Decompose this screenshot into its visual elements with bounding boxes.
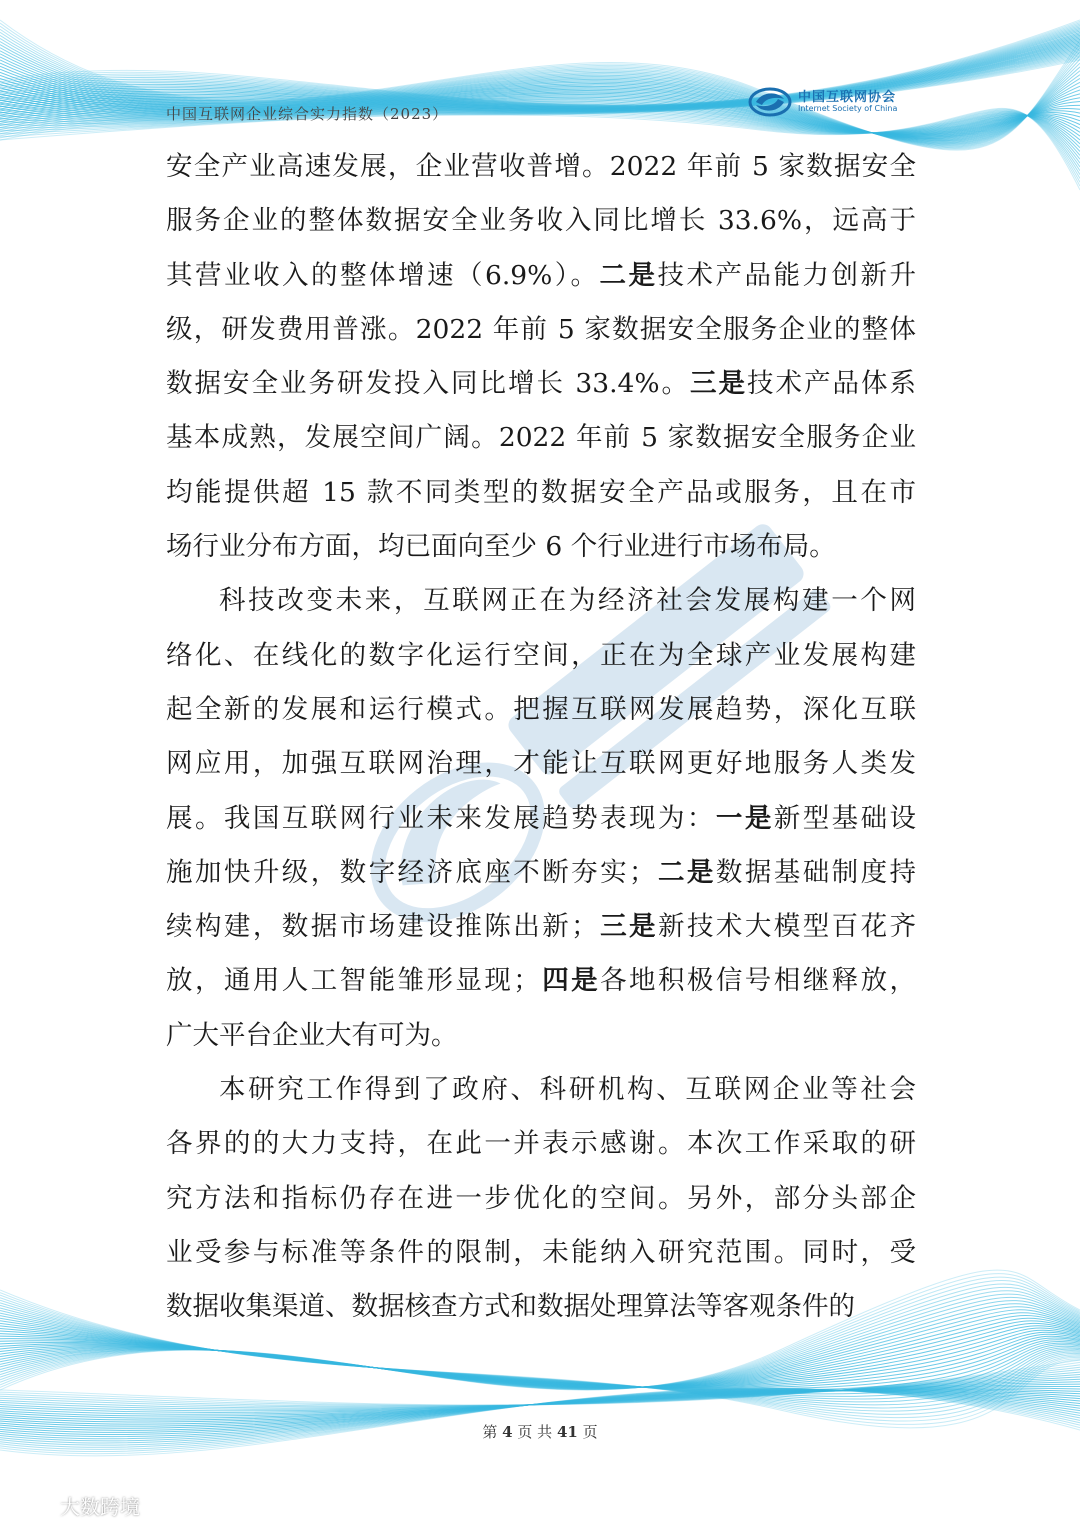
text-segment: 各地积极信号相继释放，: [600, 965, 917, 997]
wave-line: [0, 20, 1080, 105]
emphasis-marker: 三是: [597, 911, 658, 943]
wave-line: [0, 66, 1080, 138]
wave-line: [0, 1367, 1080, 1406]
wave-line: [0, 56, 1080, 134]
text-segment: 场行业分布方面，均已面向至少 6 个行业进行市场布局。: [166, 531, 836, 563]
wave-line: [0, 91, 1080, 135]
wave-line: [0, 1331, 1080, 1388]
text-segment: 本研究工作得到了政府、科研机构、互联网企业等社会: [219, 1074, 916, 1106]
wave-line: [0, 50, 1080, 125]
wave-line: [0, 60, 1080, 140]
wave-line: [0, 100, 1080, 144]
body-line: [166, 1009, 916, 1063]
wave-line: [0, 78, 1080, 136]
corner-brand-name: 大数跨境: [60, 1495, 140, 1519]
body-line: [166, 194, 916, 248]
wave-line: [0, 20, 1080, 150]
body-line: [166, 1117, 916, 1171]
wave-line: [0, 42, 1080, 145]
text-segment: 业受参与标准等条件的限制，未能纳入研究范围。同时，受: [166, 1236, 916, 1268]
wave-line: [0, 23, 1080, 106]
text-segment: 展。我国互联网行业未来发展趋势表现为：: [166, 802, 716, 834]
text-segment: 基本成熟，发展空间广阔。2022 年前 5 家数据安全服务企业: [166, 422, 916, 454]
text-segment: 续构建，数据市场建设推陈出新；: [166, 911, 598, 943]
body-line: [166, 846, 916, 900]
wave-line: [0, 28, 1080, 106]
wave-line: [0, 21, 1080, 105]
wave-line: [0, 1326, 1080, 1387]
wave-line: [0, 1389, 1080, 1422]
body-line: [166, 683, 916, 737]
wave-line: [0, 94, 1080, 134]
document-body: [166, 140, 916, 1335]
body-line: [166, 792, 916, 846]
wave-line: [0, 37, 1080, 109]
text-segment: 究方法和指标仍存在进一步优化的空间。另外，部分头部企: [166, 1182, 916, 1214]
body-line: [166, 357, 916, 411]
wave-line: [0, 1365, 1080, 1406]
wave-line: [0, 1382, 1080, 1415]
wave-line: [0, 57, 1080, 136]
wave-line: [0, 51, 1080, 142]
body-line: [166, 1226, 916, 1280]
wave-line: [0, 26, 1080, 107]
wave-line: [0, 1370, 1080, 1407]
wave-line: [0, 46, 1080, 119]
wave-line: [0, 1330, 1080, 1387]
text-segment: 络化、在线化的数字化运行空间，正在为全球产业发展构建: [166, 639, 916, 671]
text-segment: 安全产业高速发展，企业营收普增。2022 年前 5 家数据安全: [166, 151, 916, 182]
brand-logo-icon: [8, 1494, 54, 1518]
wave-line: [0, 69, 1080, 138]
wave-line: [0, 24, 1080, 106]
wave-line: [0, 38, 1080, 109]
wave-line: [0, 85, 1080, 136]
wave-line: [0, 39, 1080, 109]
body-line: [166, 629, 916, 683]
wave-line: [0, 75, 1080, 136]
footer-prefix: 第: [482, 1423, 498, 1441]
wave-line: [0, 1360, 1080, 1405]
body-line: [166, 140, 916, 194]
emphasis-marker: 二是: [599, 259, 658, 291]
emphasis-marker: 四是: [539, 965, 601, 997]
text-segment: 技术产品体系: [747, 368, 917, 400]
wave-line: [0, 1328, 1080, 1388]
isc-logo: [748, 82, 908, 122]
wave-line: [0, 30, 1080, 107]
wave-line: [0, 26, 1080, 148]
emphasis-marker: 二是: [655, 856, 716, 888]
text-segment: 新技术大模型百花齐: [658, 911, 917, 943]
body-line: [166, 520, 916, 574]
body-line: [166, 411, 916, 465]
page-number-footer: [0, 1421, 1080, 1442]
body-line: [166, 249, 916, 303]
wave-line: [0, 57, 1080, 141]
text-segment: 起全新的发展和运行模式。把握互联网发展趋势，深化互联: [166, 693, 916, 725]
wave-line: [0, 43, 1080, 115]
text-segment: 级，研发费用普涨。2022 年前 5 家数据安全服务企业的整体: [166, 313, 916, 345]
wave-line: [0, 27, 1080, 106]
wave-line: [0, 1328, 1080, 1387]
wave-line: [0, 29, 1080, 147]
body-line: [166, 466, 916, 520]
logo-chinese-name: 中国互联网协会: [798, 89, 897, 105]
wave-line: [0, 1332, 1080, 1387]
wave-line: [0, 60, 1080, 140]
emphasis-marker: 一是: [715, 802, 774, 834]
wave-line: [0, 32, 1080, 147]
wave-line: [0, 72, 1080, 137]
total-page-count: 41: [556, 1423, 578, 1441]
body-line: [166, 737, 916, 791]
wave-line: [0, 23, 1080, 149]
text-segment: 各界的的大力支持，在此一并表示感谢。本次工作采取的研: [166, 1128, 916, 1160]
text-segment: 其营业收入的整体增速（6.9%）。: [166, 259, 600, 291]
text-segment: 施加快升级，数字经济底座不断夯实；: [166, 856, 656, 888]
wave-line: [0, 1326, 1080, 1389]
wave-line: [0, 34, 1080, 108]
wave-line: [0, 1386, 1080, 1418]
wave-line: [0, 54, 1080, 142]
wave-line: [0, 59, 1080, 138]
wave-line: [0, 52, 1080, 128]
text-segment: 技术产品能力创新升: [657, 259, 917, 291]
wave-line: [0, 38, 1080, 145]
body-line: [166, 1280, 916, 1334]
wave-line: [0, 99, 1080, 140]
document-header-title: 中国互联网企业综合实力指数（2023）: [166, 105, 449, 123]
text-segment: 数据安全业务研发投入同比增长 33.4%。: [166, 368, 691, 400]
text-segment: 网应用，加强互联网治理，才能让互联网更好地服务人类发: [166, 748, 916, 780]
wave-line: [0, 1334, 1080, 1388]
corner-brand-watermark: [8, 1491, 140, 1520]
isc-logo-icon: [748, 87, 792, 117]
wave-line: [0, 32, 1080, 107]
body-line: [166, 574, 916, 628]
text-segment: 数据收集渠道、数据核查方式和数据处理算法等客观条件的: [166, 1291, 855, 1323]
wave-line: [0, 1388, 1080, 1420]
wave-line: [0, 1374, 1080, 1409]
wave-line: [0, 1379, 1080, 1412]
logo-english-name: Internet Society of China: [798, 103, 898, 113]
body-line: [166, 1172, 916, 1226]
body-line: [166, 303, 916, 357]
wave-line: [0, 35, 1080, 108]
text-segment: 服务企业的整体数据安全业务收入同比增长 33.6%，远高于: [166, 205, 916, 237]
body-line: [166, 900, 916, 954]
wave-line: [0, 1377, 1080, 1411]
body-line: [166, 954, 916, 1008]
wave-line: [0, 1390, 1080, 1425]
wave-line: [0, 88, 1080, 135]
wave-line: [0, 1362, 1080, 1405]
wave-line: [0, 1384, 1080, 1416]
wave-line: [0, 41, 1080, 111]
wave-line: [0, 35, 1080, 146]
wave-line: [0, 53, 1080, 130]
wave-line: [0, 31, 1080, 107]
text-segment: 广大平台企业大有可为。: [166, 1019, 458, 1051]
wave-line: [0, 48, 1080, 143]
wave-line: [0, 63, 1080, 139]
wave-line: [0, 45, 1080, 117]
wave-line: [0, 54, 1080, 131]
wave-line: [0, 97, 1080, 136]
wave-line: [0, 1372, 1080, 1408]
body-line: [166, 1063, 916, 1117]
current-page-number: 4: [502, 1423, 513, 1441]
emphasis-marker: 三是: [690, 368, 748, 400]
wave-line: [0, 49, 1080, 123]
text-segment: 科技改变未来，互联网正在为经济社会发展构建一个网: [219, 585, 916, 617]
wave-line: [0, 48, 1080, 122]
text-segment: 新型基础设: [773, 802, 917, 834]
text-segment: 均能提供超 15 款不同类型的数据安全产品或服务，且在市: [166, 476, 916, 508]
wave-line: [0, 42, 1080, 113]
footer-middle: 页 共: [517, 1423, 553, 1441]
wave-line: [0, 82, 1080, 136]
footer-suffix: 页: [582, 1423, 598, 1441]
wave-line: [0, 45, 1080, 144]
text-segment: 放，通用人工智能雏形显现；: [166, 965, 540, 997]
text-segment: 数据基础制度持: [715, 856, 917, 888]
